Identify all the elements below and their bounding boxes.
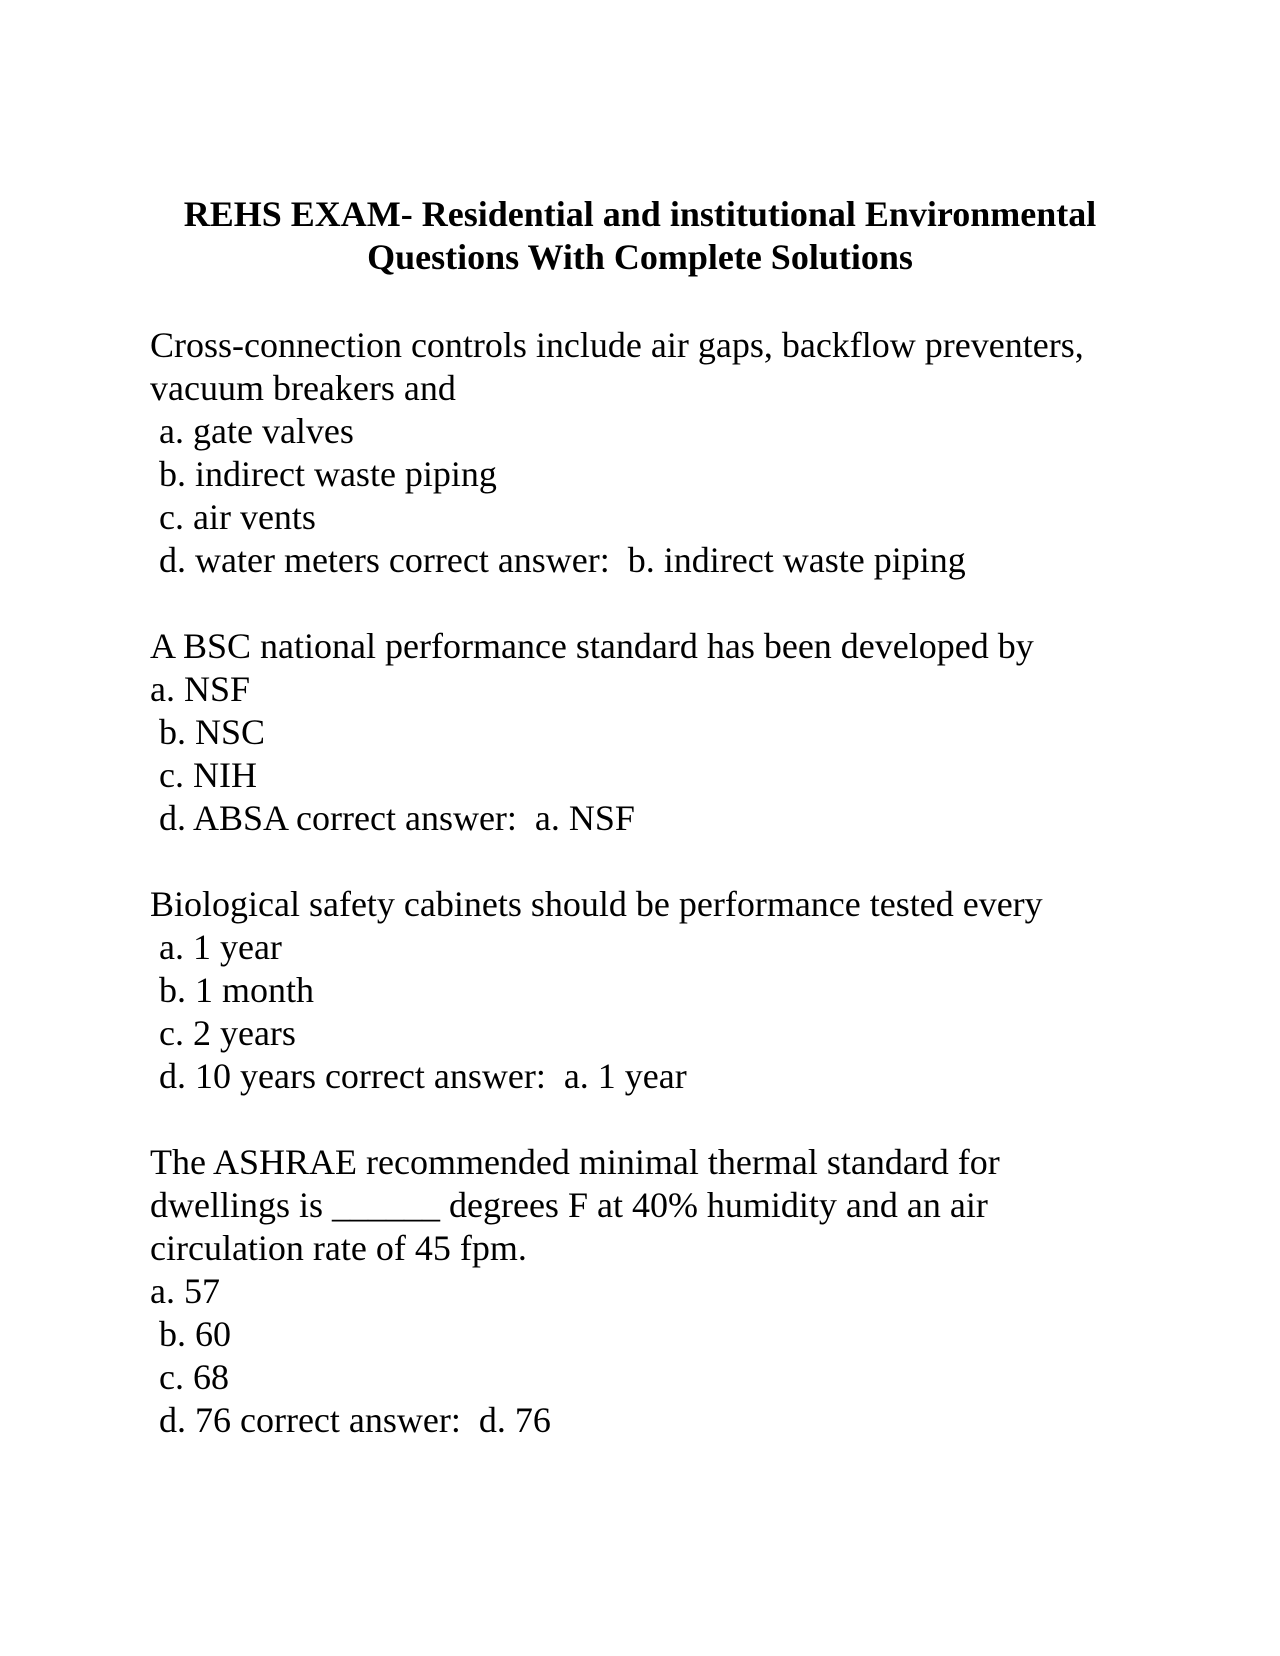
title-line-2: Questions With Complete Solutions bbox=[367, 237, 913, 277]
question-2-option-b: b. NSC bbox=[150, 712, 266, 752]
question-3-line-1: Biological safety cabinets should be performance tested every bbox=[150, 884, 1043, 924]
question-4-option-a: a. 57 bbox=[150, 1271, 220, 1311]
question-2-option-a: a. NSF bbox=[150, 669, 251, 709]
question-3 bbox=[150, 883, 1190, 1098]
question-1-line-2: vacuum breakers and bbox=[150, 368, 456, 408]
title-line-1: REHS EXAM- Residential and institutional Environmental bbox=[183, 194, 1097, 234]
question-2-option-d-answer: d. ABSA correct answer: a. NSF bbox=[150, 798, 635, 838]
document-title bbox=[100, 193, 1180, 279]
question-4-line-1: The ASHRAE recommended minimal thermal standard for bbox=[150, 1142, 1000, 1182]
question-3-option-d-answer: d. 10 years correct answer: a. 1 year bbox=[150, 1056, 687, 1096]
question-1-option-b: b. indirect waste piping bbox=[150, 454, 497, 494]
question-1-option-c: c. air vents bbox=[150, 497, 316, 537]
question-2-line-1: A BSC national performance standard has been developed by bbox=[150, 626, 1034, 666]
question-4-line-2: dwellings is ______ degrees F at 40% humidity and an air bbox=[150, 1185, 988, 1225]
question-4-line-3: circulation rate of 45 fpm. bbox=[150, 1228, 527, 1268]
question-1 bbox=[150, 324, 1190, 582]
question-1-option-d-answer: d. water meters correct answer: b. indirect waste piping bbox=[150, 540, 966, 580]
question-2 bbox=[150, 625, 1190, 840]
question-4-option-b: b. 60 bbox=[150, 1314, 231, 1354]
question-3-option-b: b. 1 month bbox=[150, 970, 315, 1010]
question-4 bbox=[150, 1141, 1190, 1442]
question-3-option-a: a. 1 year bbox=[150, 927, 282, 967]
question-2-option-c: c. NIH bbox=[150, 755, 257, 795]
questions-list bbox=[150, 324, 1190, 1485]
question-4-option-d-answer: d. 76 correct answer: d. 76 bbox=[150, 1400, 551, 1440]
question-1-line-1: Cross-connection controls include air gaps, backflow preventers, bbox=[150, 325, 1084, 365]
question-3-option-c: c. 2 years bbox=[150, 1013, 296, 1053]
question-4-option-c: c. 68 bbox=[150, 1357, 229, 1397]
question-1-option-a: a. gate valves bbox=[150, 411, 354, 451]
